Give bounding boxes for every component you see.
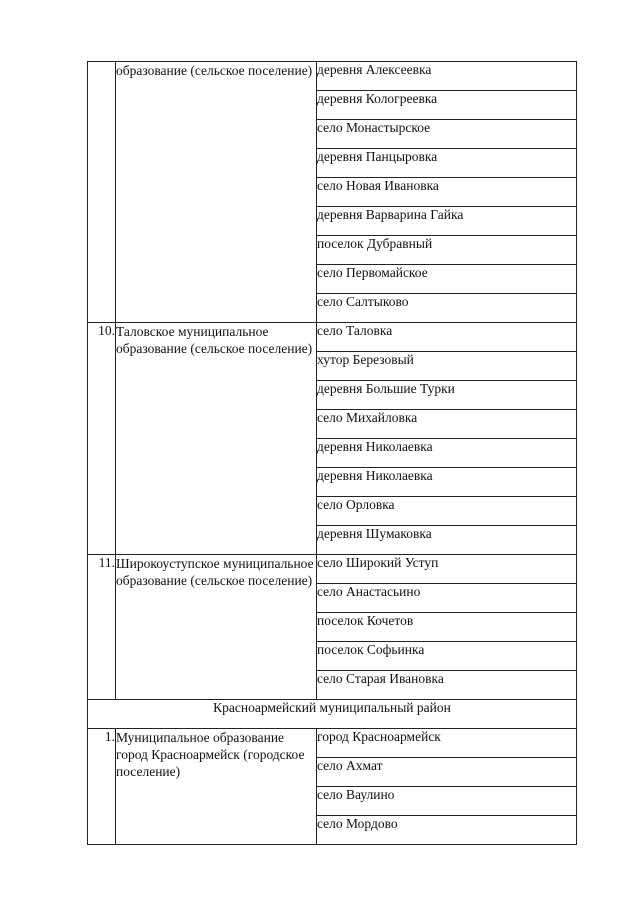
municipality-name: образование (сельское поселение) bbox=[116, 62, 317, 323]
settlement-name: деревня Большие Турки bbox=[317, 381, 577, 410]
settlement-name: село Новая Ивановка bbox=[317, 178, 577, 207]
settlement-name: деревня Варварина Гайка bbox=[317, 207, 577, 236]
settlement-name: хутор Березовый bbox=[317, 352, 577, 381]
settlement-name: село Мордово bbox=[317, 816, 577, 845]
settlement-name: село Ваулино bbox=[317, 787, 577, 816]
settlement-name: поселок Дубравный bbox=[317, 236, 577, 265]
settlement-name: деревня Алексеевка bbox=[317, 62, 577, 91]
row-number bbox=[88, 62, 116, 323]
settlement-name: село Орловка bbox=[317, 497, 577, 526]
settlement-name: село Анастасьино bbox=[317, 584, 577, 613]
settlement-name: село Монастырское bbox=[317, 120, 577, 149]
municipality-name: Таловское муниципальное образование (сельское поселение) bbox=[116, 323, 317, 555]
row-number: 10. bbox=[88, 323, 116, 555]
settlement-name: село Широкий Уступ bbox=[317, 555, 577, 584]
settlement-name: село Таловка bbox=[317, 323, 577, 352]
settlement-name: село Ахмат bbox=[317, 758, 577, 787]
table-row bbox=[88, 62, 577, 91]
municipality-name: Широкоуступское муниципальное образование (сельское поселение) bbox=[116, 555, 317, 700]
settlement-name: деревня Николаевка bbox=[317, 439, 577, 468]
settlement-name: деревня Николаевка bbox=[317, 468, 577, 497]
municipality-name: Муниципальное образование город Красноармейск (городское поселение) bbox=[116, 729, 317, 845]
row-number: 11. bbox=[88, 555, 116, 700]
settlement-name: село Первомайское bbox=[317, 265, 577, 294]
settlement-name: поселок Кочетов bbox=[317, 613, 577, 642]
settlements-table-body bbox=[88, 62, 577, 845]
settlement-name: город Красноармейск bbox=[317, 729, 577, 758]
region-heading: Красноармейский муниципальный район bbox=[88, 700, 577, 729]
settlement-name: поселок Софьинка bbox=[317, 642, 577, 671]
settlement-name: село Старая Ивановка bbox=[317, 671, 577, 700]
settlement-name: село Михайловка bbox=[317, 410, 577, 439]
table-row bbox=[88, 323, 577, 352]
settlement-name: деревня Панцыровка bbox=[317, 149, 577, 178]
table-row bbox=[88, 700, 577, 729]
settlements-table bbox=[87, 61, 577, 845]
table-row bbox=[88, 729, 577, 758]
table-row bbox=[88, 555, 577, 584]
row-number: 1. bbox=[88, 729, 116, 845]
settlement-name: деревня Кологреевка bbox=[317, 91, 577, 120]
settlement-name: село Салтыково bbox=[317, 294, 577, 323]
settlement-name: деревня Шумаковка bbox=[317, 526, 577, 555]
